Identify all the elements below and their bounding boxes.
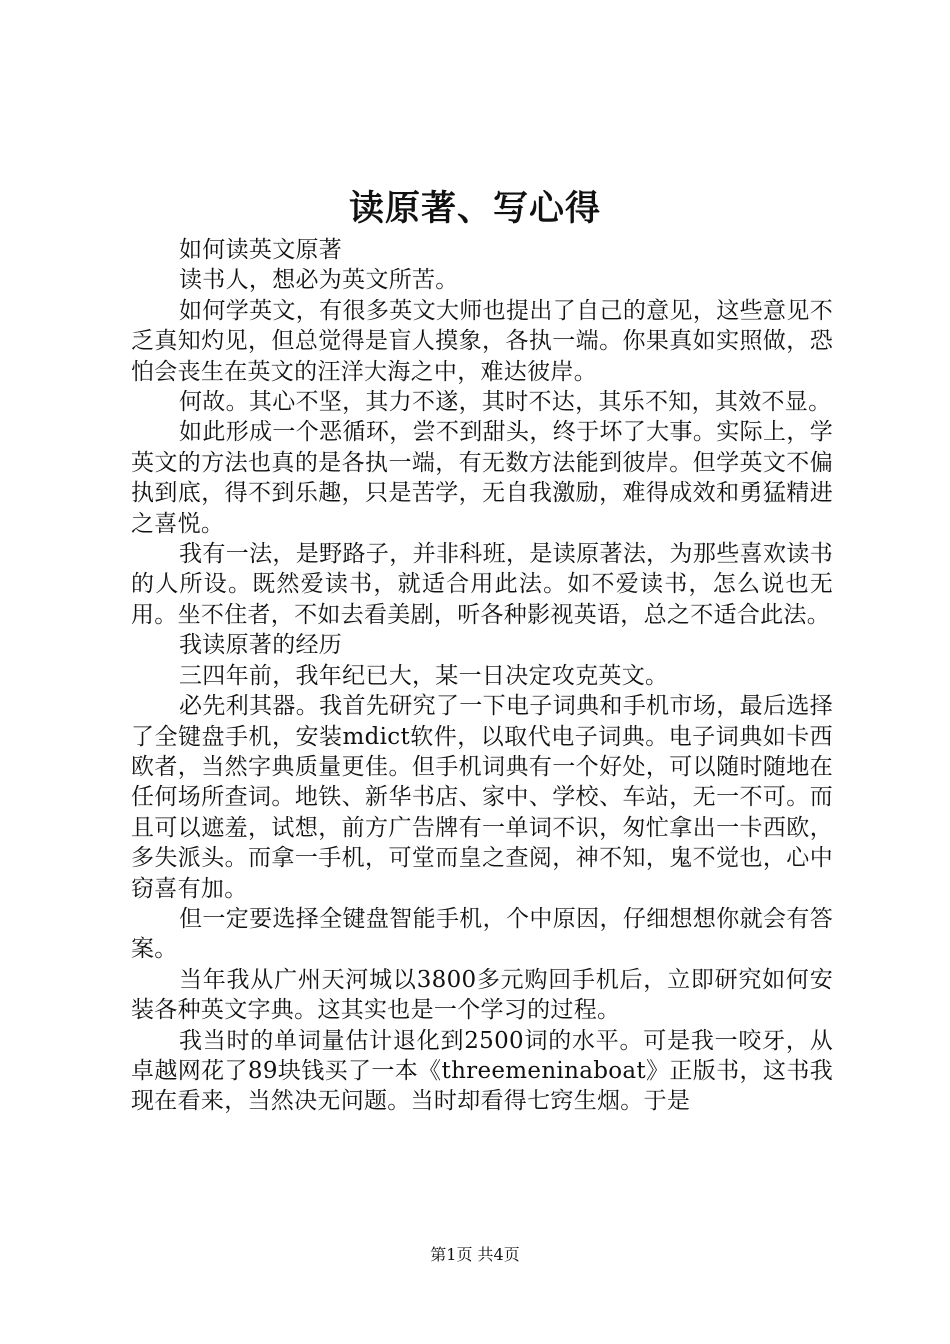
paragraph: 当年我从广州天河城以3800多元购回手机后，立即研究如何安装各种英文字典。这其实也是一个学习的过程。 xyxy=(131,966,833,1024)
paragraph: 我有一法，是野路子，并非科班，是读原著法，为那些喜欢读书的人所设。既然爱读书，就适合用此法。如不爱读书，怎么说也无用。坐不住者，不如去看美剧，听各种影视英语，总之不适合此法。 xyxy=(131,541,833,628)
document-title: 读原著、写心得 xyxy=(348,188,601,229)
paragraph: 我读原著的经历 xyxy=(179,632,343,659)
document-body xyxy=(131,235,833,1117)
paragraph: 何故。其心不坚，其力不遂，其时不达，其乐不知，其效不显。 xyxy=(179,389,832,416)
paragraph: 如此形成一个恶循环，尝不到甜头，终于坏了大事。实际上，学英文的方法也真的是各执一端，有无数方法能到彼岸。但学英文不偏执到底，得不到乐趣，只是苦学，无自我激励，难得成效和勇猛精进之喜悦。 xyxy=(131,419,833,537)
paragraph: 三四年前，我年纪已大，某一日决定攻克英文。 xyxy=(179,662,669,689)
paragraph: 如何学英文，有很多英文大师也提出了自己的意见，这些意见不乏真知灼见，但总觉得是盲人摸象，各执一端。你果真如实照做，恐怕会丧生在英文的汪洋大海之中，难达彼岸。 xyxy=(131,297,833,385)
paragraph: 读书人，想必为英文所苦。 xyxy=(179,267,459,294)
paragraph: 必先利其器。我首先研究了一下电子词典和手机市场，最后选择了全键盘手机，安装mdict软件，以取代电子词典。电子词典如卡西欧者，当然字典质量更佳。但手机词典有一个好处，可以随时随地在任何场所查词。地铁、新华书店、家中、学校、车站，无一不可。而且可以遮羞，试想，前方广告牌有一单词不识，匆忙拿出一卡西欧，多失派头。而拿一手机，可堂而皇之查阅，神不知，鬼不觉也，心中窃喜有加。 xyxy=(131,693,833,902)
paragraph: 但一定要选择全键盘智能手机，个中原因，仔细想想你就会有答案。 xyxy=(131,905,833,963)
paragraph: 我当时的单词量估计退化到2500词的水平。可是我一咬牙，从卓越网花了89块钱买了一本《threemeninaboat》正版书，这书我现在看来，当然决无问题。当时却看得七窍生烟。于是 xyxy=(131,1027,833,1115)
paragraph: 如何读英文原著 xyxy=(179,237,343,263)
page-indicator: 第1页 共4页 xyxy=(430,1245,520,1264)
